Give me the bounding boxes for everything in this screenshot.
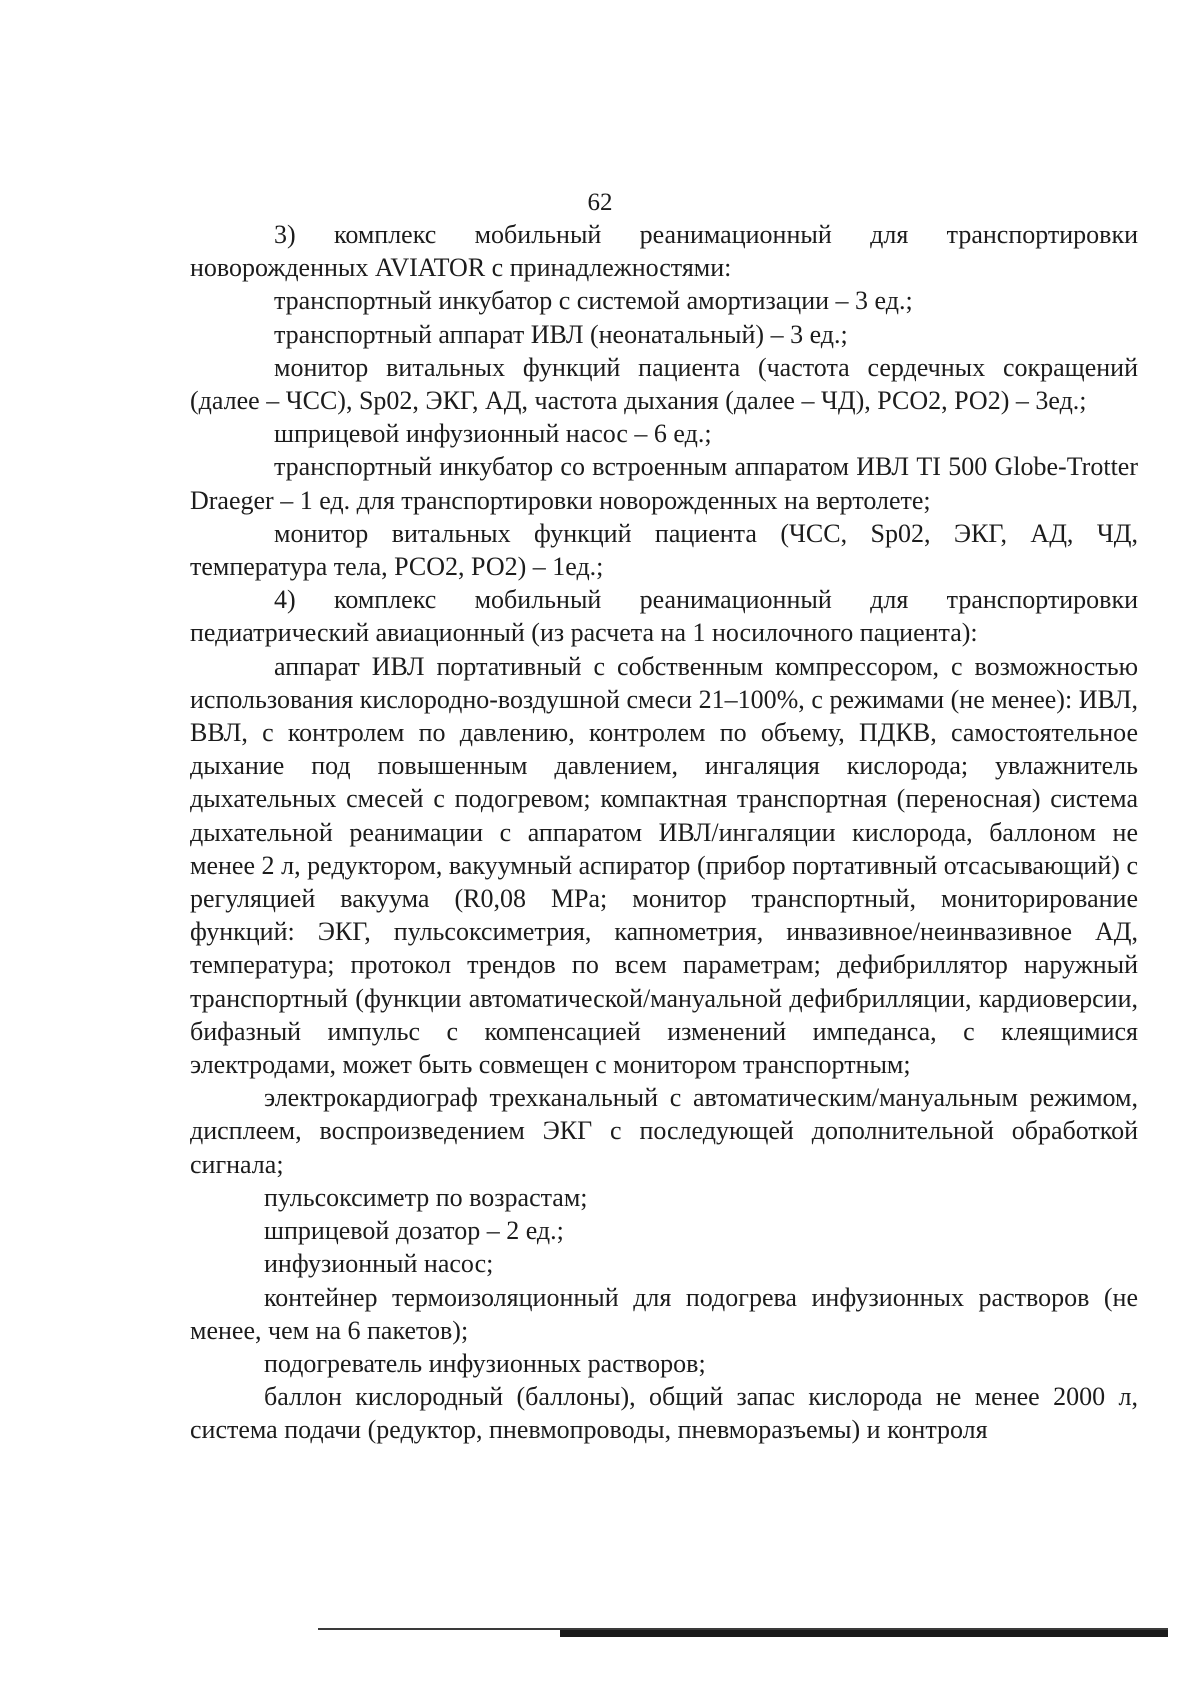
- paragraph-syringe-pump: шприцевой инфузионный насос – 6 ед.;: [274, 419, 712, 449]
- paragraph-syringe-dispenser: шприцевой дозатор – 2 ед.;: [264, 1216, 564, 1246]
- paragraph-item-4: 4) комплекс мобильный реанимационный для транспортировки педиатрический авиационный (из расчета на 1 носилочного пациента):: [190, 585, 1138, 648]
- paragraph-oxygen-cylinder: баллон кислородный (баллоны), общий запас кислорода не менее 2000 л, система подачи (редуктор, пневмопроводы, пневморазъемы) и контроля: [190, 1382, 1138, 1445]
- paragraph-warmer: подогреватель инфузионных растворов;: [264, 1348, 706, 1378]
- paragraph-ecg: электрокардиограф трехканальный с автоматическим/мануальным режимом, дисплеем, воспроизведением ЭКГ с последующей дополнительной обработкой сигнала;: [190, 1083, 1138, 1179]
- paragraph-ventilator-portable: аппарат ИВЛ портативный с собственным компрессором, с возможностью использования кислородно-воздушной смеси 21–100%, с режимами (не менее): ИВЛ, ВВЛ, с контролем по давлению, контролем по объему, ПДКВ, самостоятельное дыхание под повышенным давлением, ингаляция кислорода; увлажнитель дыхательных смесей с подогревом; компактная транспортная (переносная) система дыхательной реанимации с аппаратом ИВЛ/ингаляции кислорода, баллоном не менее 2 л, редуктором, вакуумный аспиратор (прибор портативный отсасывающий) с регуляцией вакуума (R0,08 MPa; монитор транспортный, мониторирование функций: ЭКГ, пульсоксиметрия, капнометрия, инвазивное/неинвазивное АД, температура; протокол трендов по всем параметрам; дефибриллятор наружный транспортный (функции автоматической/мануальной дефибрилляции, кардиоверсии, бифазный импульс с компенсацией изменений импеданса, с клеящимися электродами, может быть совмещен с монитором транспортным;: [190, 651, 1138, 1080]
- document-body: [190, 218, 1138, 1447]
- paragraph-infusion-pump: инфузионный насос;: [264, 1249, 494, 1279]
- paragraph-ventilator: транспортный аппарат ИВЛ (неонатальный) – 3 ед.;: [274, 319, 848, 349]
- paragraph-vital-monitor: монитор витальных функций пациента (частота сердечных сокращений (далее – ЧСС), Sp02, ЭКГ, АД, частота дыхания (далее – ЧД), РСО2, РО2) – 3ед.;: [190, 352, 1138, 416]
- paragraph-vital-monitor-2: монитор витальных функций пациента (ЧСС, Sp02, ЭКГ, АД, ЧД, температура тела, РСО2, РО2) – 1ед.;: [190, 518, 1138, 582]
- paragraph-globetrotter: транспортный инкубатор со встроенным аппаратом ИВЛ TI 500 Globe-Trotter Draeger – 1 ед. для транспортировки новорожденных на вертолете;: [190, 452, 1138, 515]
- paragraph-item-3: 3) комплекс мобильный реанимационный для транспортировки новорожденных AVIATOR с принадлежностями:: [190, 220, 1138, 283]
- paragraph-incubator: транспортный инкубатор с системой амортизации – 3 ед.;: [274, 286, 913, 316]
- page-number: 62: [587, 189, 613, 216]
- paragraph-pulse-oximeter: пульсоксиметр по возрастам;: [264, 1182, 588, 1212]
- paragraph-container: контейнер термоизоляционный для подогрева инфузионных растворов (не менее, чем на 6 пакетов);: [190, 1282, 1138, 1345]
- scan-edge-bar: [560, 1630, 1168, 1637]
